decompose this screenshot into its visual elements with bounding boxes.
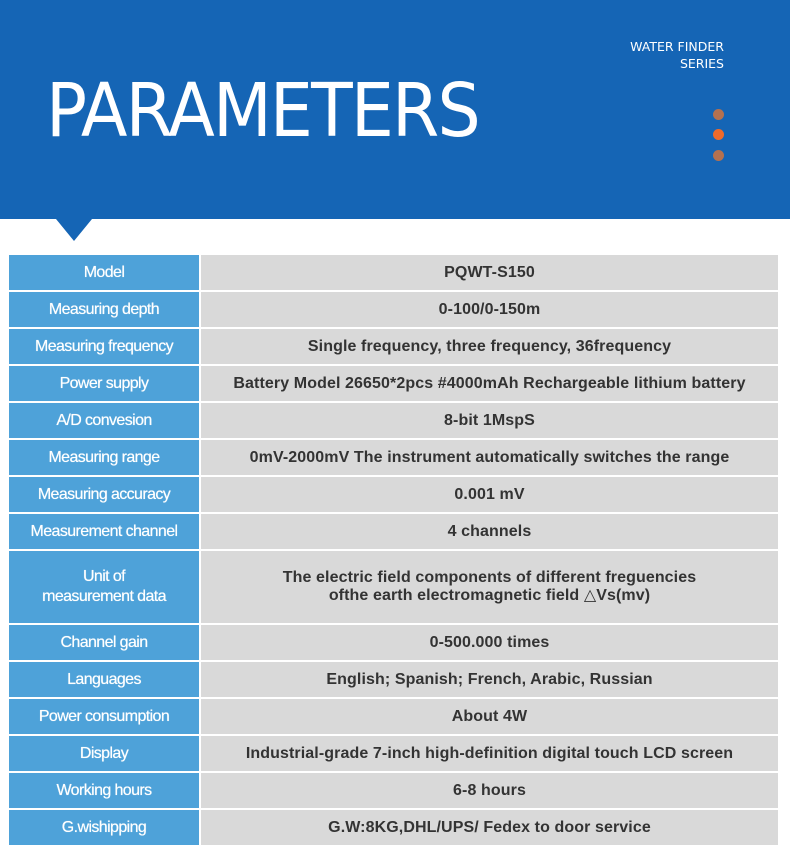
row-value: Single frequency, three frequency, 36frequency — [201, 329, 778, 366]
indicator-dot-1 — [713, 109, 724, 120]
page-title: PARAMETERS — [46, 68, 479, 154]
row-label: Languages — [9, 662, 201, 699]
series-label-line-2: SERIES — [679, 56, 724, 71]
table-row — [9, 736, 778, 773]
indicator-dot-3 — [713, 150, 724, 161]
row-value: 0.001 mV — [201, 477, 778, 514]
row-label: Measuring depth — [9, 292, 201, 329]
table-row — [9, 514, 778, 551]
row-value: Battery Model 26650*2pcs #4000mAh Rechargeable lithium battery — [201, 366, 778, 403]
table-row — [9, 255, 778, 292]
row-label-line-1: Unit of — [82, 568, 126, 585]
table-row — [9, 329, 778, 366]
row-value-line-1: The electric field components of different freguencies — [282, 569, 697, 586]
banner-pointer-arrow — [56, 219, 92, 241]
table-row — [9, 551, 778, 625]
table-row — [9, 477, 778, 514]
row-value: 8-bit 1MspS — [201, 403, 778, 440]
series-label-line-1: WATER FINDER — [630, 39, 724, 54]
row-label: A/D convesion — [9, 403, 201, 440]
table-row — [9, 366, 778, 403]
row-value: 4 channels — [201, 514, 778, 551]
table-row — [9, 662, 778, 699]
row-value: English; Spanish; French, Arabic, Russian — [201, 662, 778, 699]
row-label: Display — [9, 736, 201, 773]
table-row — [9, 625, 778, 662]
row-value — [201, 551, 778, 625]
row-label: Power supply — [9, 366, 201, 403]
table-row — [9, 773, 778, 810]
table-row — [9, 403, 778, 440]
row-label: Power consumption — [9, 699, 201, 736]
row-value: 0mV-2000mV The instrument automatically switches the range — [201, 440, 778, 477]
parameters-table — [9, 255, 778, 847]
row-label — [9, 551, 201, 625]
row-label: Channel gain — [9, 625, 201, 662]
table-row — [9, 440, 778, 477]
row-label: Measuring frequency — [9, 329, 201, 366]
row-label: Measurement channel — [9, 514, 201, 551]
header-banner — [0, 0, 790, 219]
row-label: Measuring range — [9, 440, 201, 477]
row-label: Measuring accuracy — [9, 477, 201, 514]
row-label-line-2: measurement data — [42, 588, 166, 605]
series-label — [630, 38, 724, 72]
row-value: 6-8 hours — [201, 773, 778, 810]
row-label: Working hours — [9, 773, 201, 810]
table-row — [9, 699, 778, 736]
row-value: 0-100/0-150m — [201, 292, 778, 329]
row-value: G.W:8KG,DHL/UPS/ Fedex to door service — [201, 810, 778, 847]
row-value: PQWT-S150 — [201, 255, 778, 292]
row-value: Industrial-grade 7-inch high-definition digital touch LCD screen — [201, 736, 778, 773]
row-value: 0-500.000 times — [201, 625, 778, 662]
row-value-line-2: ofthe earth electromagnetic field △Vs(mv) — [328, 587, 651, 604]
row-label: Model — [9, 255, 201, 292]
row-label: G.wishipping — [9, 810, 201, 847]
indicator-dot-2-active — [713, 129, 724, 140]
row-value: About 4W — [201, 699, 778, 736]
table-row — [9, 810, 778, 847]
table-row — [9, 292, 778, 329]
